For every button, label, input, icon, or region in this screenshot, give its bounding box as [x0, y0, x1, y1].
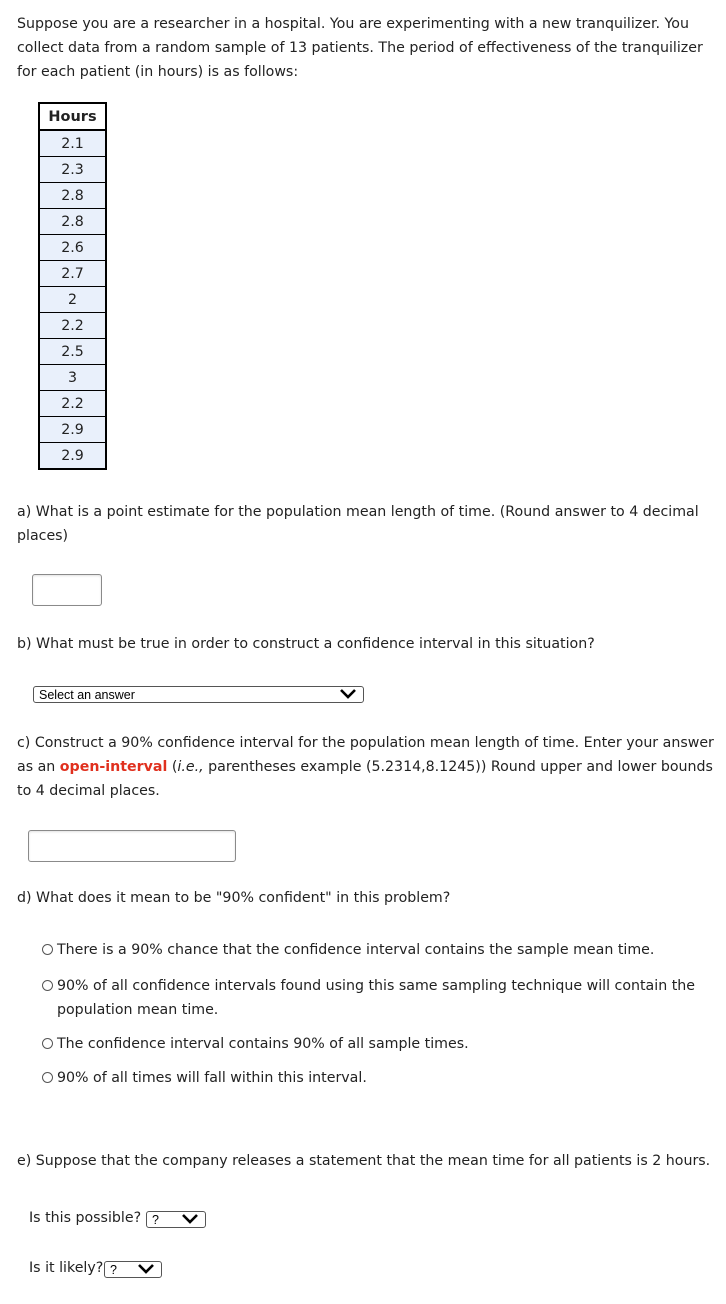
question-c-text: c) Construct a 90% confidence interval for the population mean length of time. Enter your answer as an open-interval (i.e., parentheses example (5.2314,8.1245)) Round upper and lower bounds to 4 decimal places. — [17, 735, 714, 799]
ie-text: i.e., — [177, 759, 204, 775]
question-c-text-after: parentheses example (5.2314,8.1245)) Round upper and lower bounds to 4 decimal places. — [17, 759, 713, 799]
radio-option[interactable] — [42, 974, 697, 1022]
question-e-text: e) Suppose that the company releases a statement that the mean time for all patients is 2 hours. — [17, 1153, 711, 1169]
hours-cell: 2.2 — [39, 313, 106, 339]
hours-cell: 2.7 — [39, 261, 106, 287]
radio-option[interactable] — [42, 938, 697, 962]
hours-cell: 2.1 — [39, 130, 106, 157]
radio-option-label: 90% of all times will fall within this interval. — [57, 1070, 367, 1086]
question-d-text: d) What does it mean to be "90% confident" in this problem? — [17, 890, 451, 906]
question-a-text: a) What is a point estimate for the population mean length of time. (Round answer to 4 decimal places) — [17, 504, 699, 544]
hours-column-header: Hours — [39, 103, 106, 130]
hours-cell: 2.5 — [39, 339, 106, 365]
confidence-interval-input[interactable] — [28, 830, 236, 862]
radio-option-label: There is a 90% chance that the confidence interval contains the sample mean time. — [57, 942, 655, 958]
possible-label: Is this possible? — [29, 1210, 142, 1226]
question-b-text: b) What must be true in order to construct a confidence interval in this situation? — [17, 636, 595, 652]
radio-option[interactable] — [42, 1032, 697, 1056]
radio-button-icon[interactable] — [42, 1038, 53, 1049]
likely-label: Is it likely? — [29, 1260, 104, 1276]
likely-select-value: ? — [110, 1263, 117, 1277]
radio-button-icon[interactable] — [42, 980, 53, 991]
radio-option-label: 90% of all confidence intervals found using this same sampling technique will contain the population mean time. — [57, 978, 695, 1018]
hours-cell: 2.2 — [39, 391, 106, 417]
likely-select[interactable] — [104, 1261, 162, 1278]
hours-cell: 2.9 — [39, 443, 106, 470]
hours-cell: 2 — [39, 287, 106, 313]
chevron-down-icon — [137, 1263, 155, 1275]
radio-button-icon[interactable] — [42, 944, 53, 955]
point-estimate-input[interactable] — [32, 574, 102, 606]
problem-intro: Suppose you are a researcher in a hospital. You are experimenting with a new tranquilizer. You collect data from a random sample of 13 patients. The period of effectiveness of the tranquilizer for each patient (in hours) is as follows: — [17, 16, 703, 80]
hours-cell: 2.9 — [39, 417, 106, 443]
hours-table — [38, 102, 107, 470]
radio-option-label: The confidence interval contains 90% of all sample times. — [57, 1036, 469, 1052]
chevron-down-icon — [339, 688, 357, 700]
condition-select-value: Select an answer — [39, 688, 135, 702]
radio-button-icon[interactable] — [42, 1072, 53, 1083]
open-interval-highlight: open-interval — [59, 759, 168, 775]
hours-cell: 2.8 — [39, 209, 106, 235]
hours-cell: 2.3 — [39, 157, 106, 183]
hours-cell: 2.8 — [39, 183, 106, 209]
chevron-down-icon — [181, 1213, 199, 1225]
question-c-text-before: c) Construct a 90% confidence interval for the population mean length of time. Enter your answer as an — [17, 735, 714, 775]
hours-cell: 3 — [39, 365, 106, 391]
condition-select[interactable] — [33, 686, 364, 703]
radio-option[interactable] — [42, 1066, 697, 1090]
possible-select[interactable] — [146, 1211, 206, 1228]
possible-select-value: ? — [152, 1213, 159, 1227]
hours-cell: 2.6 — [39, 235, 106, 261]
